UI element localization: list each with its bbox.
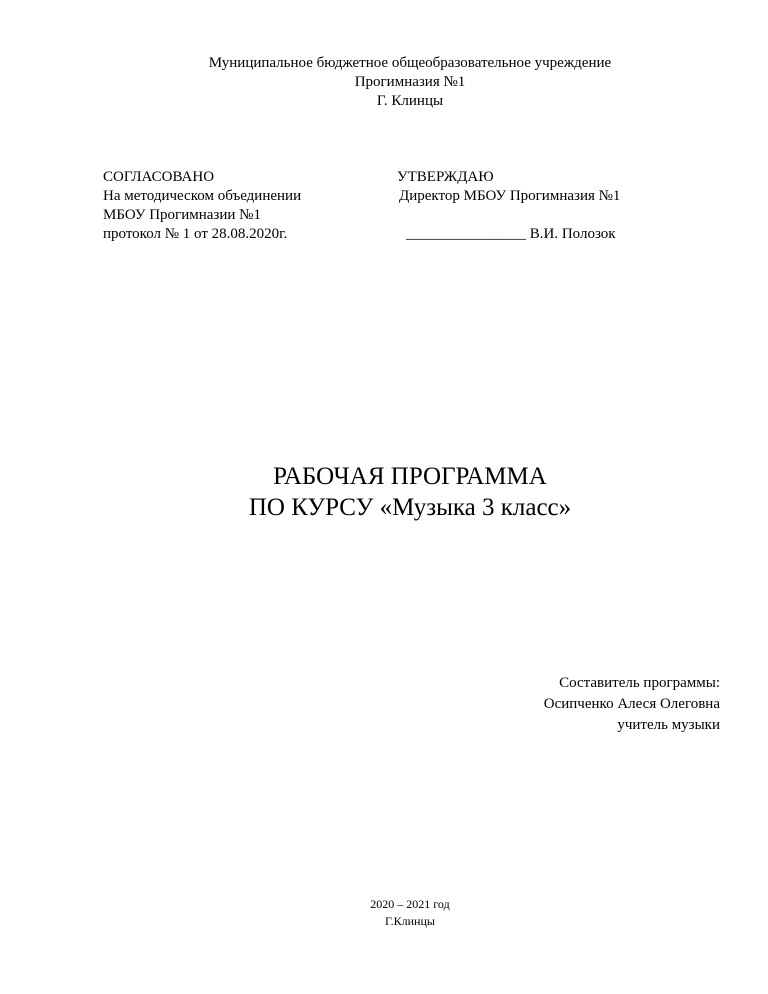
document-footer — [0, 896, 768, 930]
author-block — [544, 673, 720, 736]
title-line-2: ПО КУРСУ «Музыка 3 класс» — [248, 494, 572, 521]
approved-block — [396, 168, 620, 244]
approved-heading: УТВЕРЖДАЮ — [397, 169, 494, 185]
title-line-1: РАБОЧАЯ ПРОГРАММА — [273, 463, 547, 490]
agreed-protocol: протокол № 1 от 28.08.2020г. — [103, 226, 288, 242]
school-header — [0, 54, 768, 111]
approved-spacer — [396, 206, 620, 225]
school-short-name: Прогимназия №1 — [354, 74, 466, 90]
school-name: Муниципальное бюджетное общеобразовательное учреждение — [208, 55, 612, 71]
agreed-line-1: На методическом объединении — [103, 188, 302, 204]
document-title — [0, 461, 768, 523]
agreed-heading: СОГЛАСОВАНО — [103, 169, 215, 185]
school-city: Г. Клинцы — [376, 93, 444, 109]
agreed-block — [103, 168, 301, 244]
approved-director: Директор МБОУ Прогимназия №1 — [399, 188, 621, 204]
author-name: Осипченко Алеся Олеговна — [543, 696, 720, 712]
agreed-line-2: МБОУ Прогимназии №1 — [103, 207, 261, 223]
footer-city: Г.Клинцы — [385, 914, 435, 928]
approved-signature-line: ________________ В.И. Полозок — [406, 226, 616, 242]
footer-years: 2020 – 2021 год — [370, 897, 450, 911]
author-label: Составитель программы: — [559, 675, 720, 691]
author-position: учитель музыки — [617, 717, 720, 733]
